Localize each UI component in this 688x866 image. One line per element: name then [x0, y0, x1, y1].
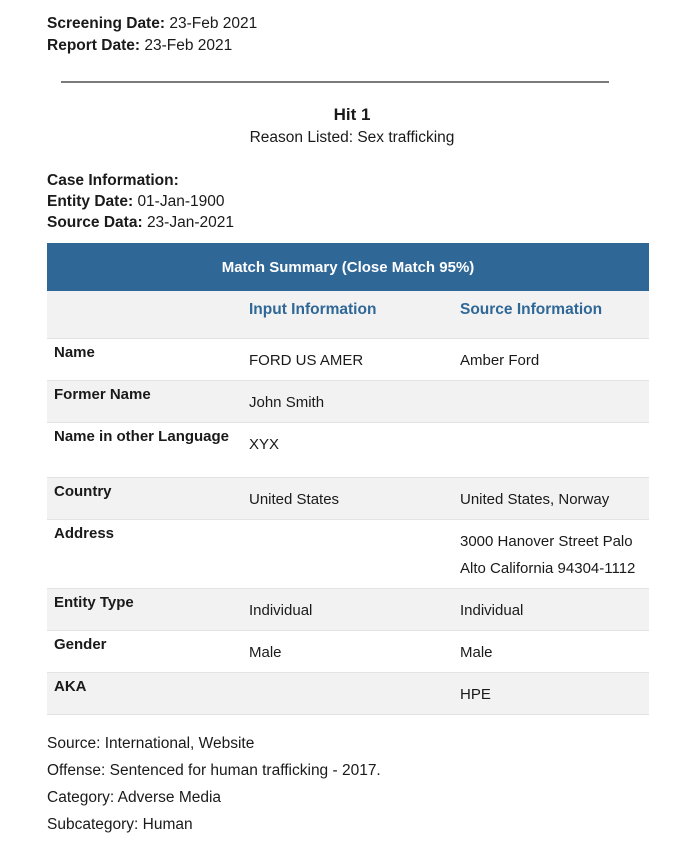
case-information [47, 170, 234, 233]
table-row: Name in other Language XYX [47, 423, 649, 478]
hit-details [47, 730, 381, 838]
report-dates [47, 13, 257, 57]
column-header-source: Source Information [451, 291, 649, 339]
table-row: Name FORD US AMER Amber Ford [47, 339, 649, 381]
hit-title: Hit 1 [333, 105, 371, 124]
divider [61, 81, 609, 83]
table-row: Former Name John Smith [47, 381, 649, 423]
table-row: AKA HPE [47, 673, 649, 715]
case-title: Case Information: [47, 172, 179, 189]
source-data: Source Data: 23-Jan-2021 [47, 214, 234, 231]
entity-date: Entity Date: 01-Jan-1900 [47, 193, 225, 210]
match-summary-table [47, 243, 649, 715]
table-row: Entity Type Individual Individual [47, 589, 649, 631]
table-row: Gender Male Male [47, 631, 649, 673]
subcategory-line: Subcategory: Human [47, 816, 193, 833]
table-row: Country United States United States, Norway [47, 478, 649, 520]
category-line: Category: Adverse Media [47, 789, 222, 806]
hit-reason: Reason Listed: Sex trafficking [249, 129, 455, 146]
column-header-blank [47, 291, 236, 339]
column-header-input: Input Information [236, 291, 451, 339]
report-date: Report Date: 23-Feb 2021 [47, 37, 233, 54]
offense-line: Offense: Sentenced for human trafficking - 2017. [47, 762, 381, 779]
column-headers [47, 291, 649, 339]
screening-date: Screening Date: 23-Feb 2021 [47, 15, 258, 32]
table-row: Address 3000 Hanover Street Palo Alto California 94304-1112 [47, 520, 649, 589]
match-summary-title: Match Summary (Close Match 95%) [47, 243, 649, 291]
source-line: Source: International, Website [47, 735, 255, 752]
